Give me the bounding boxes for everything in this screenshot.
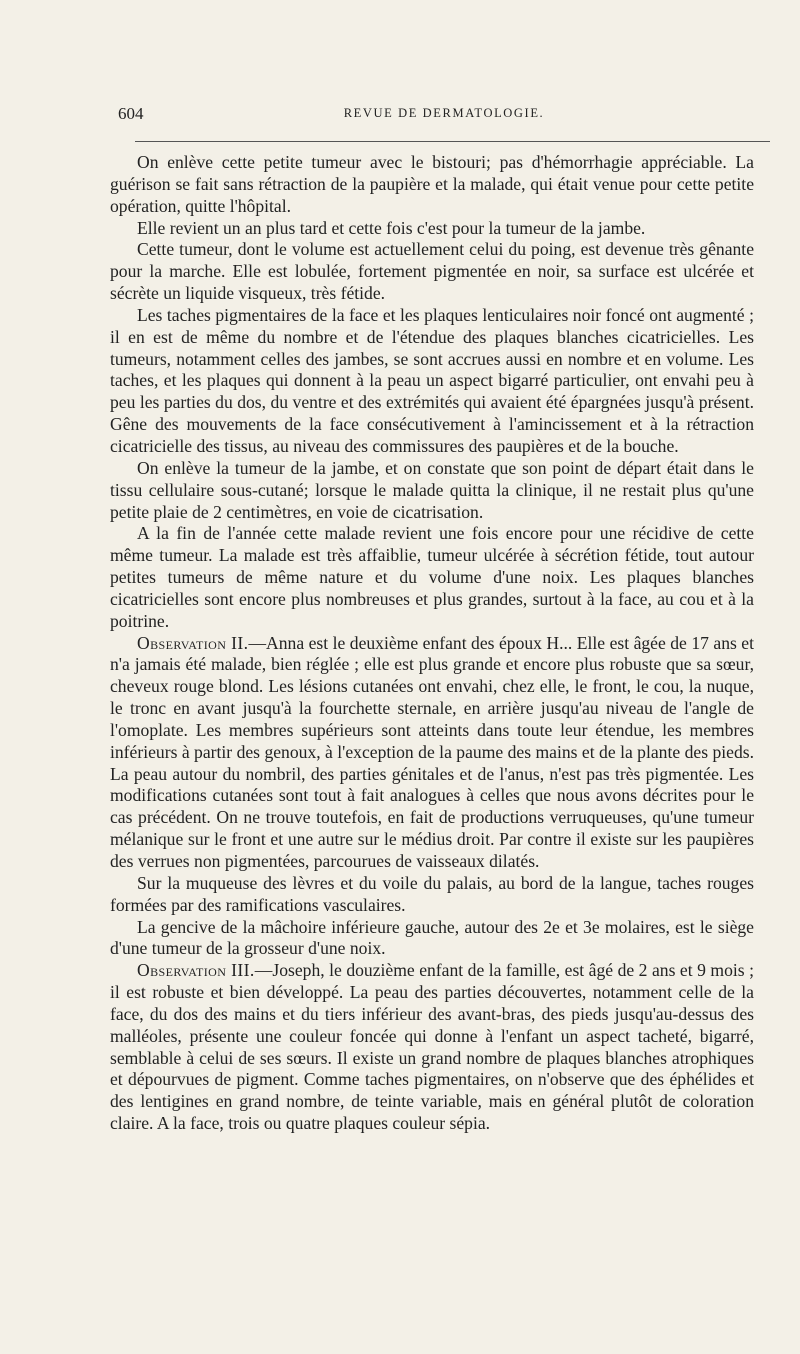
paragraph-observation-2 (110, 633, 754, 873)
observation-label: Observation III. (137, 960, 255, 981)
paragraph-text: On enlève la tumeur de la jambe, et on constate que son point de départ était dans le tissu cellulaire sous-cutané; lorsque le malade quitta la clinique, il ne restait plus qu'une petite plaie de 2 centimètres, en voie de cicatrisation. (110, 457, 754, 522)
body-text (110, 152, 754, 1135)
paragraph (110, 305, 754, 458)
paragraph (110, 458, 754, 524)
page-number: 604 (118, 104, 144, 123)
paragraph-text: Elle revient un an plus tard et cette fois c'est pour la tumeur de la jambe. (137, 217, 646, 238)
observation-label: Observation II. (137, 632, 249, 653)
paragraph-text: La gencive de la mâchoire inférieure gauche, autour des 2e et 3e molaires, est le siège d'une tumeur de la grosseur d'une noix. (110, 916, 754, 959)
paragraph-text: Cette tumeur, dont le volume est actuellement celui du poing, est devenue très gênante pour la marche. Elle est lobulée, fortement pigmentée en noir, sa surface est ulcérée et sécrète un liquide visqueux, très fétide. (110, 239, 754, 304)
paragraph (110, 917, 754, 961)
paragraph-text: —Anna est le deuxième enfant des époux H... Elle est âgée de 17 ans et n'a jamais été malade, bien réglée ; elle est plus grande et encore plus robuste que sa sœur, cheveux rouge blond. Les lésions cutanées ont envahi, chez elle, le front, le cou, la nuque, le tronc en avant jusqu'à la fourchette sternale, en arrière jusqu'au niveau de l'angle de l'omoplate. Les membres supérieurs sont atteints dans toute leur étendue, les membres inférieurs à partir des genoux, à l'exception de la paume des mains et de la plante des pieds. La peau autour du nombril, des parties génitales et de l'anus, n'est pas très pigmentée. Les modifications cutanées sont tout à fait analogues à celles que nous avons décrites pour le cas précédent. On ne trouve toutefois, en fait de productions verruqueuses, qu'une tumeur mélanique sur le front et une autre sur le médius droit. Par contre il existe sur les paupières des verrues non pigmentées, parcourues de vaisseaux dilatés. (110, 632, 754, 871)
paragraph (110, 239, 754, 305)
paragraph (110, 523, 754, 632)
paragraph-text: —Joseph, le douzième enfant de la famille, est âgé de 2 ans et 9 mois ; il est robuste et bien développé. La peau des parties découvertes, notamment celle de la face, du dos des mains et du tiers inférieur des avant-bras, des pieds jusqu'au-dessus des malléoles, présente une couleur foncée qui donne à l'enfant un aspect tacheté, bigarré, semblable à celui de ses sœurs. Il existe un grand nombre de plaques blanches atrophiques et dépourvues de pigment. Comme taches pigmentaires, on n'observe que des éphélides et des lentigines en grand nombre, de teinte variable, mais en général plutôt de coloration claire. A la face, trois ou quatre plaques couleur sépia. (110, 960, 754, 1134)
header-rule (135, 141, 770, 142)
page-header (118, 104, 770, 132)
paragraph (110, 152, 754, 218)
paragraph-text: Sur la muqueuse des lèvres et du voile du palais, au bord de la langue, taches rouges formées par des ramifications vasculaires. (110, 872, 754, 915)
paragraph-text: A la fin de l'année cette malade revient une fois encore pour une récidive de cette même tumeur. La malade est très affaiblie, tumeur ulcérée à sécrétion fétide, tout autour petites tumeurs de même nature et du volume d'une noix. Les plaques blanches cicatricielles sont encore plus nombreuses et plus grandes, surtout à la face, au cou et à la poitrine. (110, 523, 754, 631)
paragraph (110, 873, 754, 917)
paragraph-observation-3 (110, 960, 754, 1135)
paragraph (110, 218, 754, 240)
paragraph-text: Les taches pigmentaires de la face et les plaques lenticulaires noir foncé ont augmenté ; il en est de même du nombre et de l'étendue des plaques blanches cicatricielles. Les tumeurs, notamment celles des jambes, se sont accrues aussi en nombre et en volume. Les taches, et les plaques qui donnent à la peau un aspect bigarré particulier, ont envahi peu à peu les parties du dos, du ventre et des extrémités qui avaient été épargnées jusqu'à présent. Gêne des mouvements de la face consécutivement à l'amincissement et à la rétraction cicatricielle des tissus, au niveau des commissures des paupières et de la bouche. (110, 304, 754, 456)
running-title: REVUE DE DERMATOLOGIE. (343, 106, 545, 120)
paragraph-text: On enlève cette petite tumeur avec le bistouri; pas d'hémorrhagie appréciable. La guérison se fait sans rétraction de la paupière et la malade, qui était venue pour cette petite opération, quitte l'hôpital. (110, 152, 754, 216)
